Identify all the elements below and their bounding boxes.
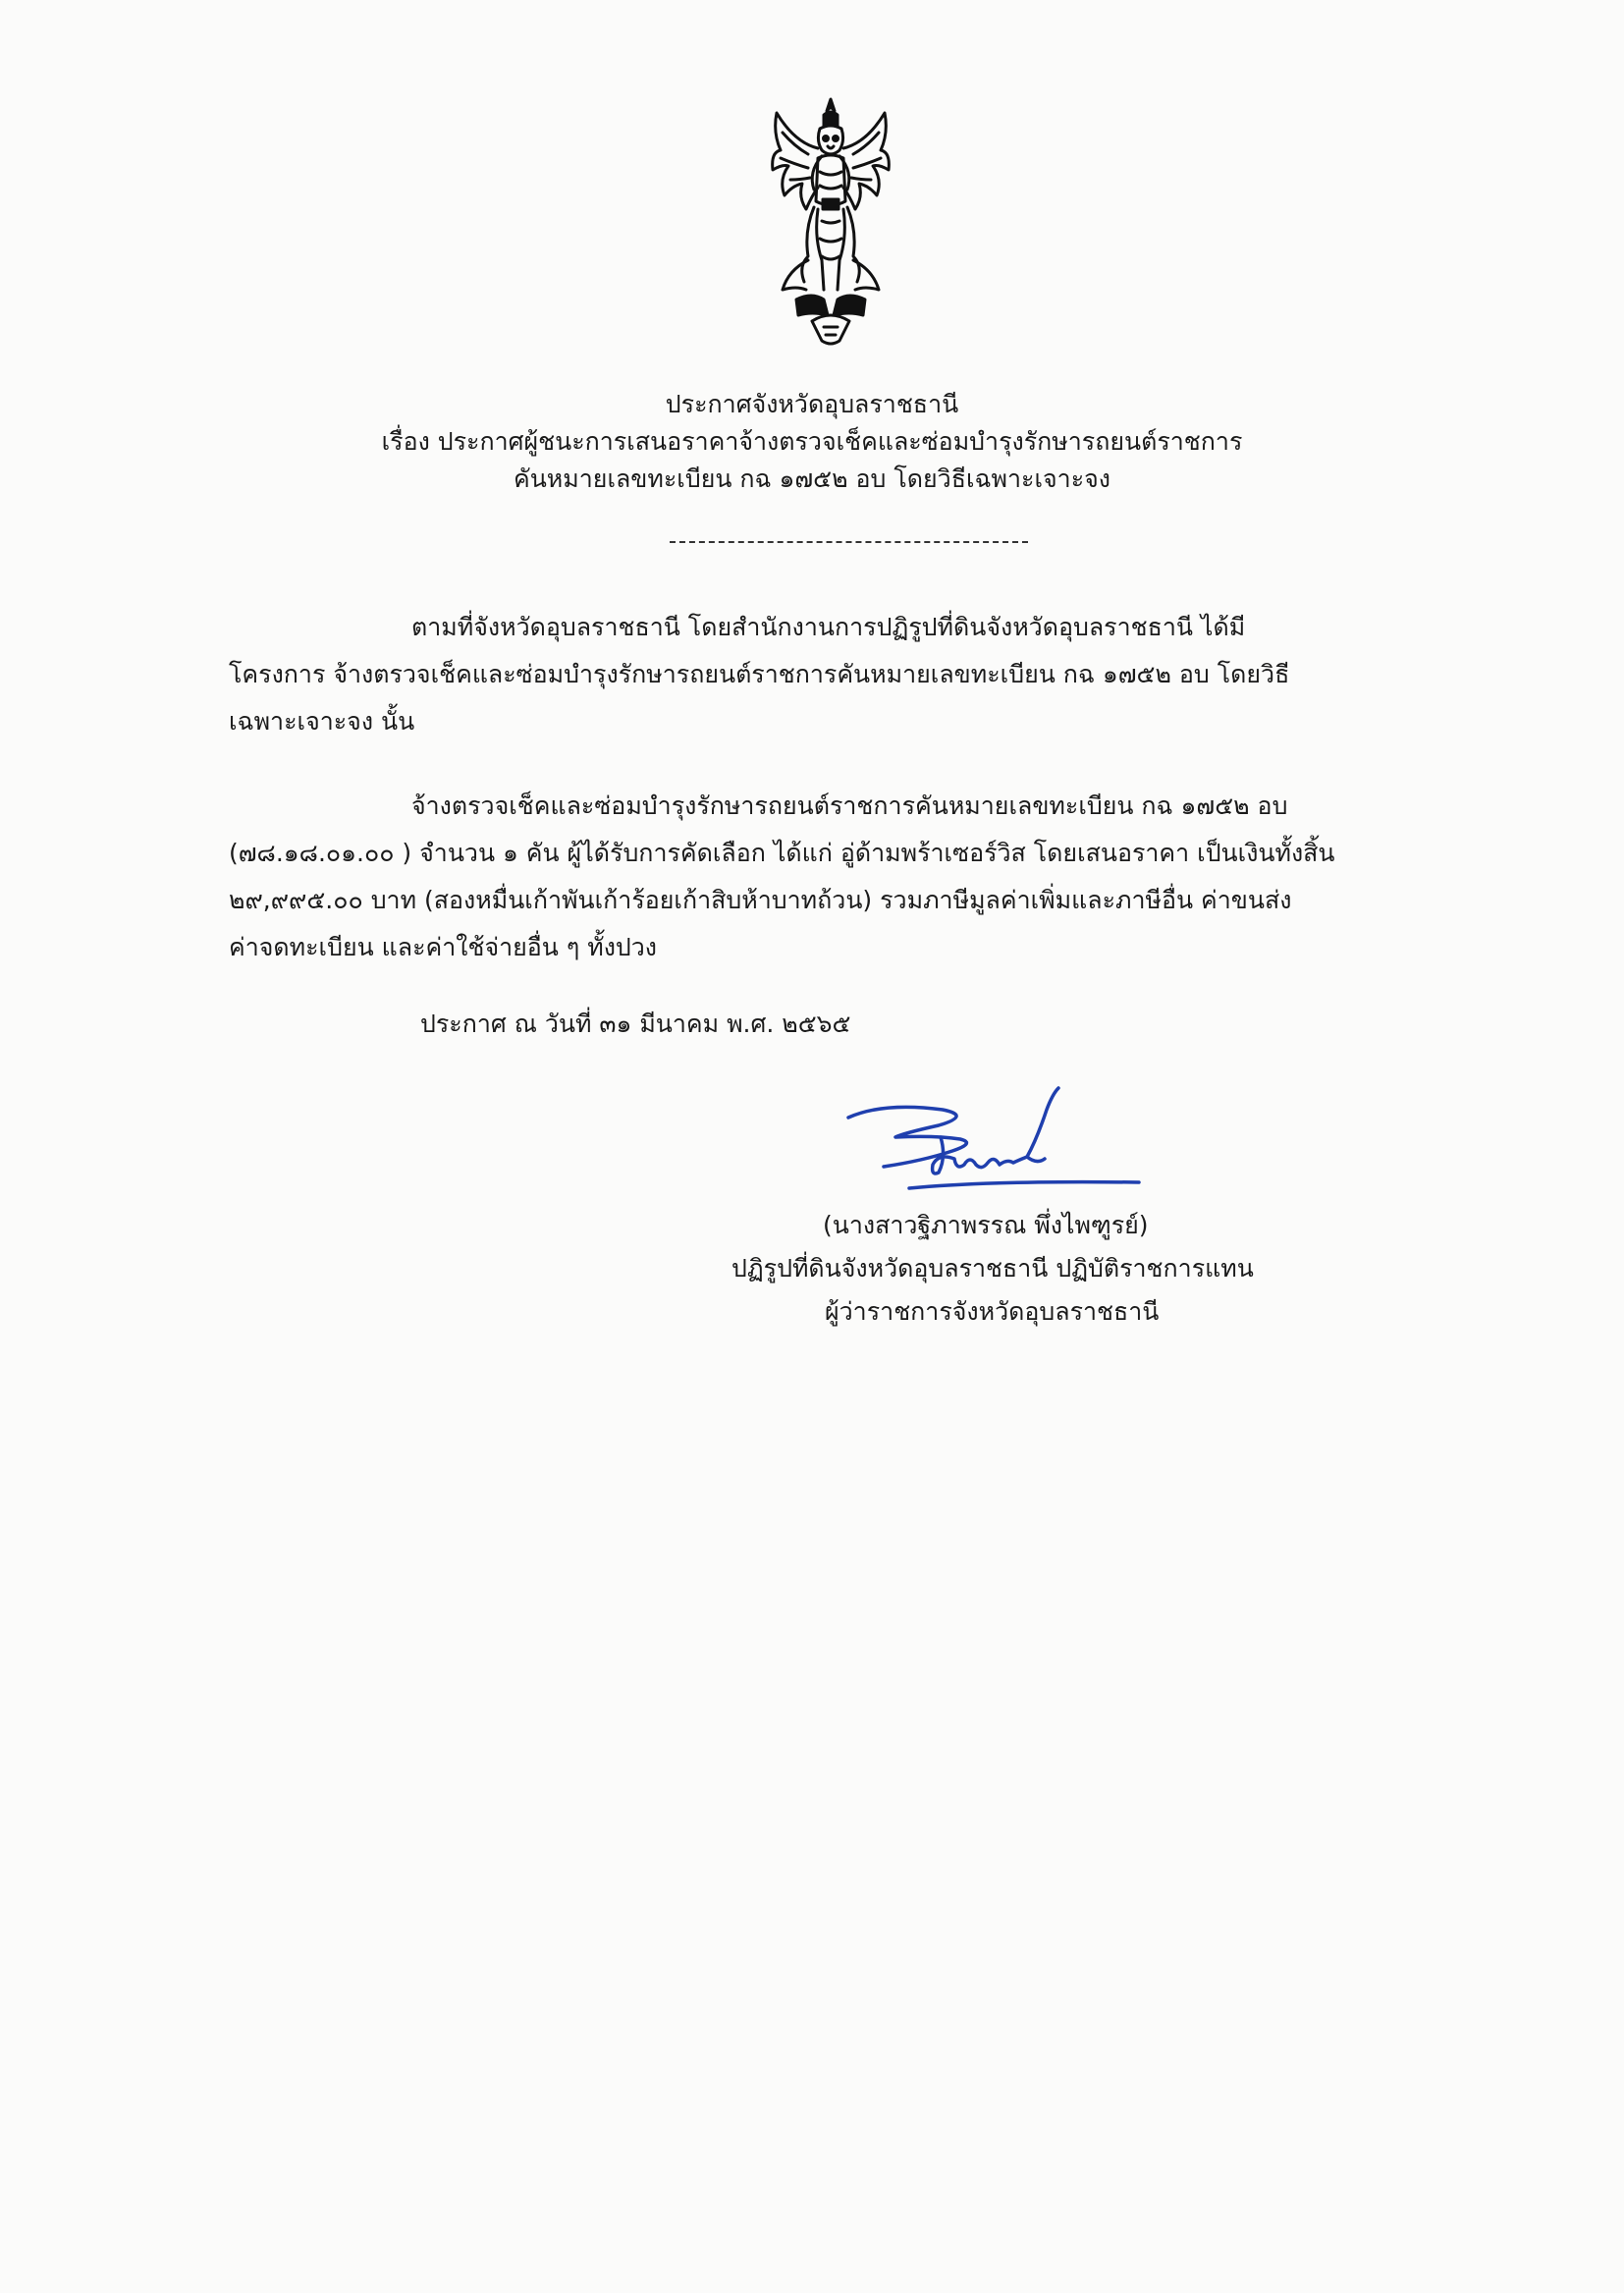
paragraph-intro-line-1: ตามที่จังหวัดอุบลราชธานี โดยสำนักงานการปฏิรูปที่ดินจังหวัดอุบลราชธานี ได้มี [411, 613, 1246, 641]
signer-name: (นางสาวฐิภาพรรณ พึ่งไพฑูรย์) [823, 1211, 1149, 1239]
announcement-date: ประกาศ ณ วันที่ ๓๑ มีนาคม พ.ศ. ๒๕๖๕ [420, 1010, 851, 1038]
signer-block [687, 1204, 1394, 1334]
header-divider [670, 541, 1028, 543]
paragraph-award-line-1: จ้างตรวจเช็คและซ่อมบำรุงรักษารถยนต์ราชการคันหมายเลขทะเบียน กฉ ๑๗๕๒ อบ [411, 792, 1288, 820]
paragraph-award-line-4: ค่าจดทะเบียน และค่าใช้จ่ายอื่น ๆ ทั้งปวง [229, 933, 658, 961]
paragraph-award [229, 783, 1476, 971]
paragraph-intro-line-3: เฉพาะเจาะจง นั้น [229, 707, 415, 736]
paragraph-intro-line-2: โครงการ จ้างตรวจเช็คและซ่อมบำรุงรักษารถยนต์ราชการคันหมายเลขทะเบียน กฉ ๑๗๕๒ อบ โดยวิธี [229, 660, 1290, 688]
paragraph-award-line-3: ๒๙,๙๙๕.๐๐ บาท (สองหมื่นเก้าพันเก้าร้อยเก้าสิบห้าบาทถ้วน) รวมภาษีมูลค่าเพิ่มและภาษีอื่น ค่าขนส่ง [229, 886, 1292, 914]
agency-title: ประกาศจังหวัดอุบลราชธานี [665, 390, 959, 418]
subject-line-2: คันหมายเลขทะเบียน กฉ ๑๗๕๒ อบ โดยวิธีเฉพาะเจาะจง [513, 464, 1111, 493]
garuda-emblem-icon [769, 93, 893, 354]
document-header [0, 386, 1624, 498]
paragraph-intro [229, 604, 1476, 745]
subject-line-1: เรื่อง ประกาศผู้ชนะการเสนอราคาจ้างตรวจเช็คและซ่อมบำรุงรักษารถยนต์ราชการ [381, 427, 1243, 456]
signer-position-2: ผู้ว่าราชการจังหวัดอุบลราชธานี [825, 1297, 1160, 1326]
signer-position-1: ปฏิรูปที่ดินจังหวัดอุบลราชธานี ปฏิบัติราชการแทน [731, 1254, 1254, 1283]
paragraph-award-line-2: (๗๘.๑๘.๐๑.๐๐ ) จำนวน ๑ คัน ผู้ได้รับการคัดเลือก ได้แก่ อู่ด้ามพร้าเซอร์วิส โดยเสนอราคา เป็นเงินทั้งสิ้น [229, 839, 1335, 867]
